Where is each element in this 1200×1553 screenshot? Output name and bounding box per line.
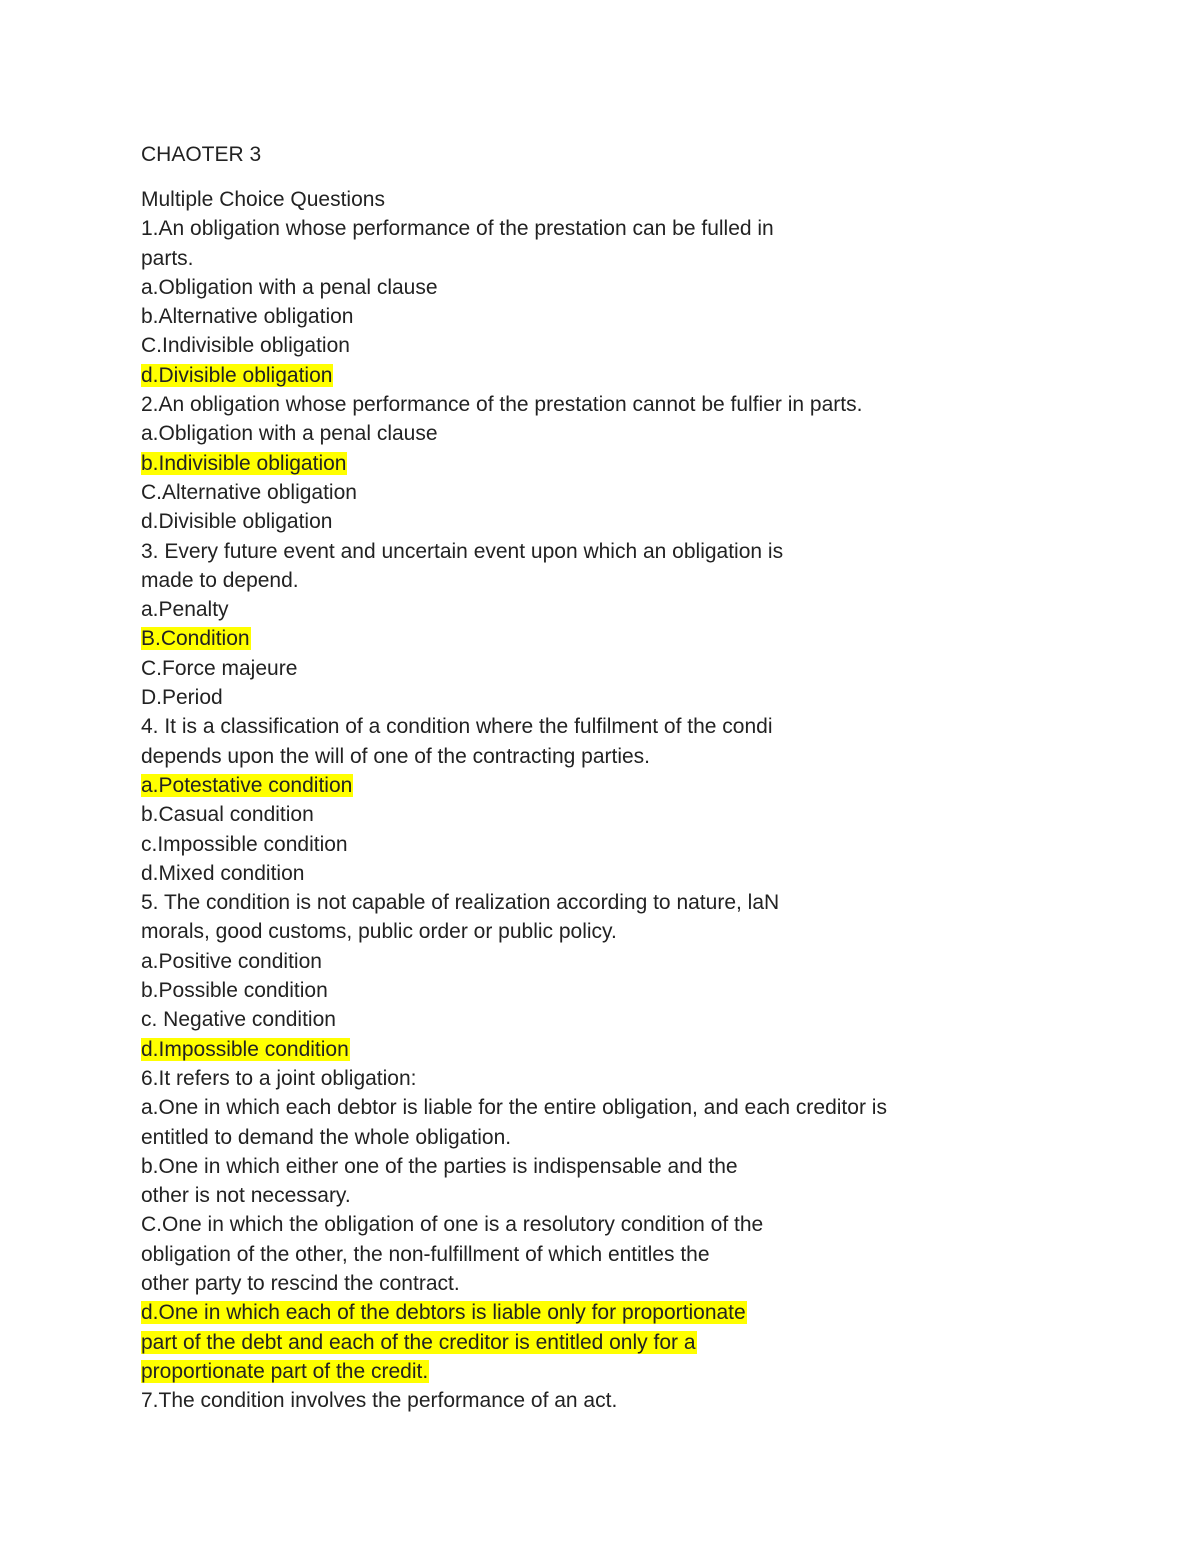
line-text: 4. It is a classification of a condition where the fulfilment of the condi: [141, 715, 773, 739]
line-text: entitled to demand the whole obligation.: [141, 1125, 512, 1149]
highlighted-answer-line: [141, 449, 1041, 478]
line-text: 7.The condition involves the performance of an act.: [141, 1389, 618, 1413]
line-text: B.Condition: [141, 627, 250, 651]
line-text: d.Divisible obligation: [141, 510, 333, 534]
line-text: 6.It refers to a joint obligation:: [141, 1066, 417, 1090]
line-text: a.Positive condition: [141, 949, 322, 973]
section-title: Multiple Choice Questions: [141, 188, 385, 211]
text-line: [141, 1093, 1041, 1122]
line-text: C.One in which the obligation of one is a resolutory condition of the: [141, 1213, 764, 1237]
line-text: b.Possible condition: [141, 979, 328, 1003]
text-line: [141, 214, 1041, 243]
text-line: [141, 976, 1041, 1005]
text-line: [141, 1386, 1041, 1415]
chapter-title: CHAOTER 3: [141, 143, 262, 166]
text-line: [141, 888, 1041, 917]
text-line: [141, 859, 1041, 888]
line-text: 2.An obligation whose performance of the prestation cannot be fulfier in parts.: [141, 393, 863, 417]
line-text: b.Alternative obligation: [141, 305, 354, 329]
line-text: b.Casual condition: [141, 803, 314, 827]
text-line: [141, 478, 1041, 507]
text-line: [141, 507, 1041, 536]
line-text: c. Negative condition: [141, 1008, 336, 1032]
line-text: 3. Every future event and uncertain event upon which an obligation is: [141, 539, 784, 563]
highlighted-answer-line: [141, 1298, 1041, 1327]
highlighted-answer-line: [141, 361, 1041, 390]
line-text: a.Potestative condition: [141, 773, 353, 797]
line-text: D.Period: [141, 686, 223, 710]
line-text: C.Indivisible obligation: [141, 334, 350, 358]
line-text: b.One in which either one of the parties is indispensable and the: [141, 1154, 738, 1178]
line-text: C.Alternative obligation: [141, 480, 357, 504]
highlighted-answer-line: [141, 624, 1041, 653]
text-line: [141, 419, 1041, 448]
line-text: d.Mixed condition: [141, 861, 305, 885]
line-text: a.Obligation with a penal clause: [141, 275, 438, 299]
text-line: [141, 566, 1041, 595]
line-text: a.Obligation with a penal clause: [141, 422, 438, 446]
line-text: C.Force majeure: [141, 656, 298, 680]
text-line: [141, 302, 1041, 331]
text-line: [141, 1269, 1041, 1298]
line-text: a.Penalty: [141, 598, 229, 622]
line-text: part of the debt and each of the creditor is entitled only for a: [141, 1330, 696, 1354]
document-body: [141, 140, 1041, 1415]
highlighted-answer-line: [141, 1357, 1041, 1386]
text-line: [141, 1123, 1041, 1152]
text-line: [141, 917, 1041, 946]
text-line: [141, 1152, 1041, 1181]
line-text: d.One in which each of the debtors is liable only for proportionate: [141, 1301, 746, 1325]
line-text: 1.An obligation whose performance of the prestation can be fulled in: [141, 217, 774, 241]
line-text: 5. The condition is not capable of realization according to nature, laN: [141, 891, 780, 915]
text-line: [141, 244, 1041, 273]
text-line: [141, 1181, 1041, 1210]
line-text: proportionate part of the credit.: [141, 1359, 429, 1383]
text-line: [141, 537, 1041, 566]
line-text: obligation of the other, the non-fulfillment of which entitles the: [141, 1242, 710, 1266]
text-line: [141, 742, 1041, 771]
text-line: [141, 800, 1041, 829]
highlighted-answer-line: [141, 771, 1041, 800]
line-text: morals, good customs, public order or public policy.: [141, 920, 617, 944]
line-text: parts.: [141, 246, 194, 270]
highlighted-answer-line: [141, 1035, 1041, 1064]
line-text: depends upon the will of one of the contracting parties.: [141, 744, 651, 768]
line-text: a.One in which each debtor is liable for the entire obligation, and each creditor is: [141, 1096, 887, 1120]
line-text: b.Indivisible obligation: [141, 451, 347, 475]
line-text: d.Impossible condition: [141, 1037, 349, 1061]
text-line: [141, 1210, 1041, 1239]
text-line: [141, 1005, 1041, 1034]
text-line: [141, 830, 1041, 859]
highlighted-answer-line: [141, 1328, 1041, 1357]
line-text: d.Divisible obligation: [141, 363, 333, 387]
text-line: [141, 273, 1041, 302]
text-line: [141, 595, 1041, 624]
text-line: [141, 712, 1041, 741]
text-line: [141, 331, 1041, 360]
text-line: [141, 947, 1041, 976]
line-text: made to depend.: [141, 568, 299, 592]
text-line: [141, 390, 1041, 419]
text-line: [141, 1064, 1041, 1093]
text-line: [141, 683, 1041, 712]
line-text: c.Impossible condition: [141, 832, 348, 856]
line-text: other party to rescind the contract.: [141, 1271, 460, 1295]
question-list: [141, 214, 1041, 1415]
text-line: [141, 654, 1041, 683]
text-line: [141, 1240, 1041, 1269]
line-text: other is not necessary.: [141, 1184, 351, 1208]
